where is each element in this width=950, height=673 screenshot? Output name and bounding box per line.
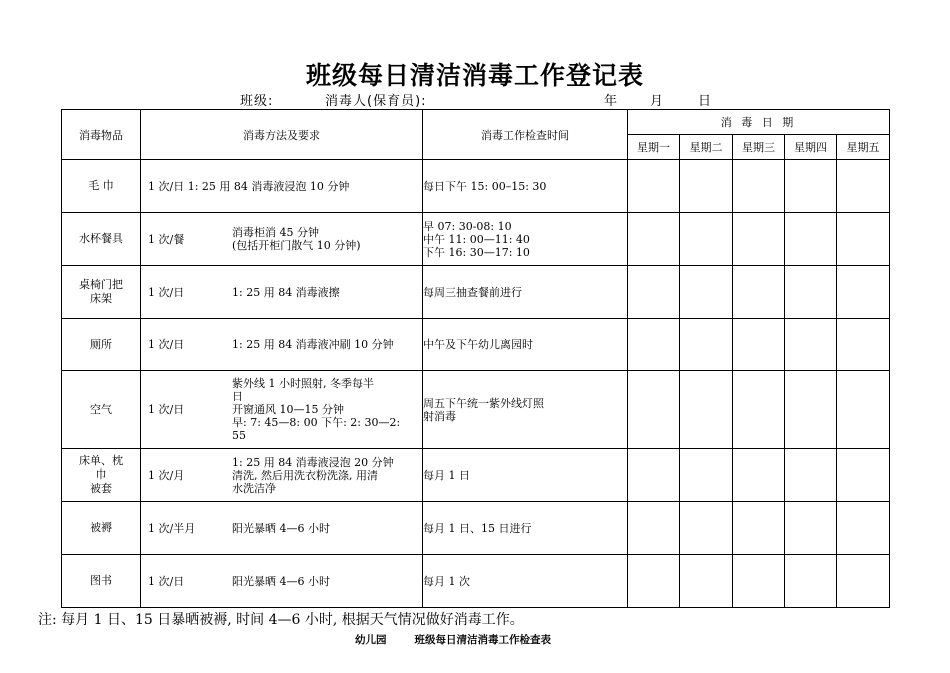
cell-item: 毛 巾 [62,160,141,213]
method-frequency: 1 次/日 1: 25 用 84 消毒液浸泡 10 分钟 [148,179,350,193]
header-check-time: 消毒工作检查时间 [423,110,628,160]
date-entry-cell[interactable] [785,319,837,371]
date-entry-cell[interactable] [785,371,837,449]
method-frequency: 1 次/餐 [148,232,185,246]
cell-item: 桌椅门把 床架 [62,266,141,319]
footnote: 注: 每月 1 日、15 日暴晒被褥, 时间 4—6 小时, 根据天气情况做好消毒工作。 [38,612,524,628]
date-entry-cell[interactable] [680,502,733,555]
disinfector-label: 消毒人(保育员): [325,94,427,109]
method-frequency: 1 次/日 [148,574,185,588]
date-entry-cell[interactable] [628,555,680,608]
month-label: 月 [650,94,665,109]
cell-item: 被褥 [62,502,141,555]
cell-item: 图书 [62,555,141,608]
date-entry-cell[interactable] [785,160,837,213]
date-entry-cell[interactable] [628,319,680,371]
cell-check-time: 每月 1 日、15 日进行 [423,502,628,555]
date-entry-cell[interactable] [733,213,785,266]
date-entry-cell[interactable] [837,555,890,608]
date-entry-cell[interactable] [680,160,733,213]
date-entry-cell[interactable] [680,213,733,266]
table-row [62,371,890,449]
weekday-header: 星期一 [628,135,680,160]
method-frequency: 1 次/月 [148,468,185,482]
date-entry-cell[interactable] [628,213,680,266]
table-row [62,449,890,502]
weekday-header: 星期四 [785,135,837,160]
date-entry-cell[interactable] [733,319,785,371]
date-entry-cell[interactable] [733,449,785,502]
cell-check-time: 中午及下午幼儿离园时 [423,319,628,371]
date-entry-cell[interactable] [733,555,785,608]
cell-method [141,160,423,213]
weekday-header: 星期二 [680,135,733,160]
cell-item: 床单、枕 巾 被套 [62,449,141,502]
cell-item: 厕所 [62,319,141,371]
date-entry-cell[interactable] [785,449,837,502]
header-method: 消毒方法及要求 [141,110,423,160]
page-title: 班级每日清洁消毒工作登记表 [305,61,644,90]
method-frequency: 1 次/日 [148,338,185,351]
cell-check-time: 周五下午统一紫外线灯照 射消毒 [423,371,628,449]
day-label: 日 [698,94,713,109]
cell-method [141,502,423,555]
cell-method [141,449,423,502]
cell-method [141,319,423,371]
method-requirement: 紫外线 1 小时照射, 冬季每半 日 开窗通风 10—15 分钟 早: 7: 45—8: 00 下午: 2: 30—2: 55 [232,377,401,442]
table-row [62,160,890,213]
date-entry-cell[interactable] [785,555,837,608]
date-entry-cell[interactable] [837,502,890,555]
date-entry-cell[interactable] [680,266,733,319]
date-entry-cell[interactable] [733,371,785,449]
method-frequency: 1 次/日 [148,285,185,299]
method-requirement: 阳光暴晒 4—6 小时 [232,574,330,588]
cell-method [141,555,423,608]
date-entry-cell[interactable] [733,502,785,555]
date-entry-cell[interactable] [785,213,837,266]
year-label: 年 [604,94,619,109]
cell-method [141,371,423,449]
date-entry-cell[interactable] [680,371,733,449]
method-requirement: 1: 25 用 84 消毒液冲刷 10 分钟 [232,338,394,351]
weekday-header: 星期五 [837,135,890,160]
method-requirement: 阳光暴晒 4—6 小时 [232,521,330,535]
footer-caption [355,632,551,647]
footer-school: 幼儿园 [355,634,387,646]
cell-item: 空气 [62,371,141,449]
table-row [62,555,890,608]
date-entry-cell[interactable] [733,160,785,213]
date-entry-cell[interactable] [680,449,733,502]
cell-check-time: 每周三抽查餐前进行 [423,266,628,319]
date-entry-cell[interactable] [785,266,837,319]
cell-item: 水杯餐具 [62,213,141,266]
cell-check-time: 每月 1 次 [423,555,628,608]
cell-method [141,213,423,266]
cell-method [141,266,423,319]
method-frequency: 1 次/日 [148,403,185,416]
date-entry-cell[interactable] [628,449,680,502]
disinfection-table [61,109,890,608]
date-entry-cell[interactable] [680,555,733,608]
date-entry-cell[interactable] [837,319,890,371]
table-row [62,502,890,555]
class-label: 班级: [240,94,274,109]
date-entry-cell[interactable] [628,502,680,555]
date-entry-cell[interactable] [837,371,890,449]
table-row [62,319,890,371]
cell-check-time: 早 07: 30-08: 10 中午 11: 00—11: 40 下午 16: 30—17: 10 [423,213,628,266]
date-entry-cell[interactable] [733,266,785,319]
date-entry-cell[interactable] [785,502,837,555]
footer-subtitle: 班级每日清洁消毒工作检查表 [414,634,551,646]
date-entry-cell[interactable] [680,319,733,371]
date-entry-cell[interactable] [837,213,890,266]
table-row [62,213,890,266]
method-requirement: 1: 25 用 84 消毒液浸泡 20 分钟 清洗, 然后用洗衣粉洗涤, 用清 水洗洁净 [232,455,394,495]
date-entry-cell[interactable] [628,266,680,319]
header-item: 消毒物品 [62,110,141,160]
cell-check-time: 每月 1 日 [423,449,628,502]
date-entry-cell[interactable] [837,449,890,502]
date-entry-cell[interactable] [837,266,890,319]
date-entry-cell[interactable] [837,160,890,213]
method-frequency: 1 次/半月 [148,521,196,535]
table-row [62,266,890,319]
header-date: 消 毒 日 期 [628,110,890,135]
date-entry-cell[interactable] [628,371,680,449]
weekday-header: 星期三 [733,135,785,160]
date-entry-cell[interactable] [628,160,680,213]
method-requirement: 消毒柜消 45 分钟 (包括开柜门散气 10 分钟) [232,226,361,252]
cell-check-time: 每日下午 15: 00–15: 30 [423,160,628,213]
method-requirement: 1: 25 用 84 消毒液擦 [232,285,340,299]
